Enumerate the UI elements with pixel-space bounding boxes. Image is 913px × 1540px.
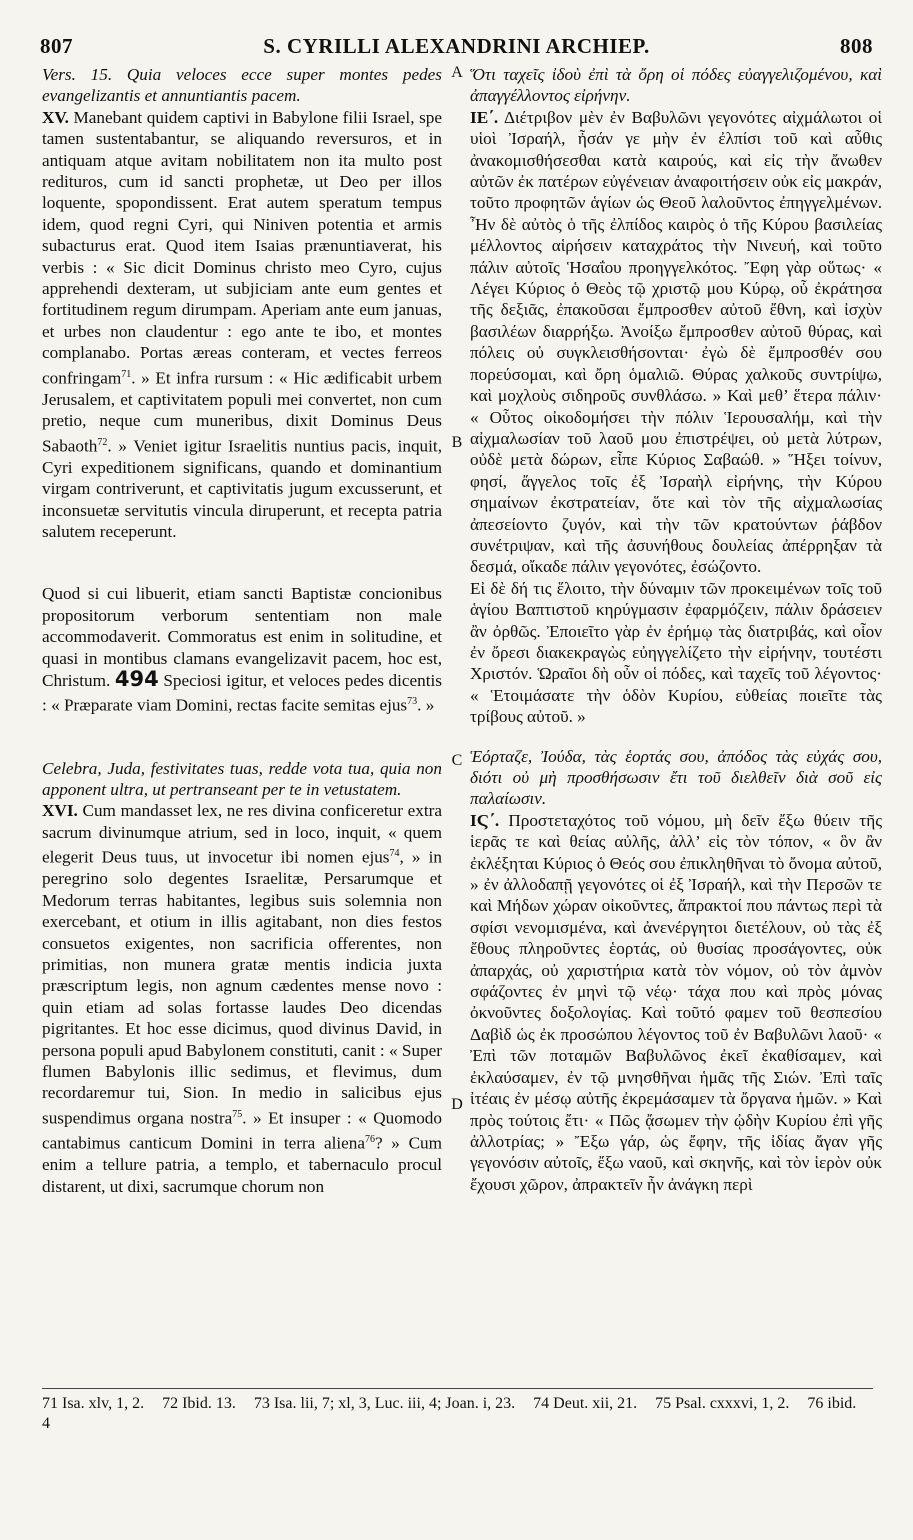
footnote-72: 72 Ibid. 13. bbox=[162, 1395, 236, 1412]
greek-lemma-heortaze: Ἑόρταζε, Ἰούδα, τὰς ἑορτάς σου, ἀπόδος τὰς εὐχάς σου, διότι οὐ μὴ προσθήσωσιν ἔτι τοῦ διελθεῖν διὰ σοῦ εἰς παλαίωσιν. bbox=[470, 746, 882, 809]
footnote-ref-72: 72 bbox=[97, 436, 108, 448]
margin-letter-a: A bbox=[451, 64, 463, 81]
latin-lemma-celebra-juda: Celebra, Juda, festivitates tuas, redde vota tua, quia non apponent ultra, ut pertranseant per te in vetustatem. bbox=[42, 758, 442, 799]
footnote-ref-76: 76 bbox=[365, 1133, 376, 1145]
greek-section-16-text: Προστεταχότος τοῦ νόμου, μὴ δεῖν ἔξω θύειν τῆς ἱερᾶς τε καὶ θείας αὐλῆς, ἀλλ’ εἰς τὸν τόπον, « ὃν ἂν ἐκλέξηται Κύριος ὁ Θεός σου ἐπικληθῆναι τὸ ὄνομα αὐτοῦ, » ἐν ἀλλοδαπῇ γεγονότες οἱ ἐξ Ἰσραήλ, καὶ τὴν Περσῶν τε καὶ Μήδων χώραν οἰκοῦντες, ἄπρακτοί που πάντως περὶ τὰ σφίσι νενομισμένα, καὶ ἀνενέργητοι διετέλουν, οὐ τὰς ἐξ ἔθους πληροῦντες ἑορτάς, οὐ θυσίας προσάγοντες, οὐκ ἀπαρχάς, οὐ χαριστήρια κατὰ τὸν νόμον, οὐ τὸν ἀμνὸν σφάζοντες ἐν μηνὶ τῷ νέῳ· τάχα που καὶ πρὸς μόνας ὀκνοῦντες δοξολογίας. Καὶ τοῦτό φαμεν τοῦ θεσπεσίου Δαβὶδ ὡς ἐκ προσώπου λέγοντος τοῦ ἐν Βαβυλῶνι λαοῦ· « Ἐπὶ τῶν ποταμῶν Βαβυλῶνος ἐκεῖ ἐκαθίσαμεν, καὶ ἐκλαύσαμεν, ἐν τῷ μνησθῆναι ἡμᾶς τῆς Σιών. Ἐπὶ ταῖς ἰτέαις ἐν μέσῳ αὐτῆς ἐκρεμάσαμεν τὰ ὄργανα ἡμῶν. » Καὶ πρὸς τούτοις ἔτι· « Πῶς ᾄσωμεν τὴν ᾠδὴν Κυρίου ἐπὶ γῆς ἀλλοτρίας; » Ἔξω γάρ, ὡς ἔφην, τῆς ἰδίας ἄγαν γῆς γεγονόσιν αὐτοῖς, ἔξω ναοῦ, καὶ σκηνῆς, καὶ τὸν ἱερὸν οὐκ ἔχουσι χῶρον, ἀπρακτεῖν ἦν ἀνάγκη περὶ bbox=[470, 810, 882, 1194]
greek-section-15-text: Διέτριβον μὲν ἐν Βαβυλῶνι γεγονότες αἰχμάλωτοι οἱ υἱοὶ Ἰσραήλ, ἦσάν γε μὴν ἐν ἐλπίσι τοῦ καὶ αὖθις ἀνακομισθήσεσθαι κατὰ καιρούς, καὶ εἰς τὴν ἄνωθεν αὐτῶν ἐκ πατέρων εὐγένειαν ἀναφοιτήσειν οὐκ εἰς μακράν, τοῦτο προφητῶν ἁγίων ὡς Θεοῦ λαλοῦντος ἐπηγγελμένων. Ἦν δὲ αὐτὸς ὁ τῆς ἐλπίδος καιρὸς ὁ τῆς Κύρου βασιλείας μέλλοντος αἱρήσειν καταχράτος τὴν Νινευή, καὶ τοῦτο πάλιν αὐτοῖς Ἡσαΐου προηγγελκότος. Ἔφη γὰρ οὕτως· « Λέγει Κύριος ὁ Θεὸς τῷ χριστῷ μου Κύρῳ, οὗ ἐκράτησα τῆς δεξιᾶς, ἐπακοῦσαι ἔμπροσθεν αὐτοῦ ἔθνη, καὶ ἰσχὺν βασιλέων διαρρήξω. Ἀνοίξω ἔμπροσθεν αὐτοῦ θύρας, καὶ πόλεις οὐ συγκλεισθήσονται· ἐγὼ δὲ ἔμπροσθέν σου πορεύσομαι, καὶ ὄρη ὁμαλιῶ. Θύρας χαλκοῦς συντρίψω, καὶ μοχλοὺς σιδηροῦς συνθλάσω. » Καὶ μεθ’ ἕτερα πάλιν· « Οὗτος οἰκοδομήσει τὴν πόλιν Ἱερουσαλήμ, καὶ τὴν αἰχμαλωσίαν τοῦ λαοῦ μου ἐπιστρέψει, οὐ μετὰ λύτρων, οὐδὲ μετὰ δώρων, εἶπε Κύριος Σαβαώθ. » Ἥξει τοίνυν, φησί, ἄγγελος τοῖς ἐξ Ἰσραὴλ εἰρήνης, τὴν Κύρου σημαίνων ἐκστρατείαν, ὅτε καὶ τὸν τῆς αἰχμαλωσίας ἀπεσείοντο ζυγόν, καὶ τὴν τῶν κρατούντων ῥάβδον συνέτριψαν, καὶ τῆς ἀσυνήθους δουλείας ἀπέρρηξαν τὰ δεσμά, οἴκαδε πάλιν γεγονότες, ἐσώζοντο. bbox=[470, 107, 882, 577]
footnote-71: 71 Isa. xlv, 1, 2. bbox=[42, 1395, 145, 1412]
footnote-divider bbox=[42, 1388, 873, 1389]
latin-section-number-15: XV. bbox=[42, 107, 69, 127]
margin-letter-b: B bbox=[451, 434, 463, 451]
latin-section-15-text-b: . » Et infra rursum : « Hic ædificabit urbem Jerusalem, et captivitatem populi mei convertet, non cum pretio, neque cum muneribus, dixit Dominus Deus Sabaoth bbox=[42, 368, 442, 456]
latin-paragraph-baptist-text-b: Speciosi igitur, et veloces pedes dicentis : « Præparate viam Domini, rectas facite semitas ejus bbox=[42, 671, 443, 716]
footnote-75: 75 Psal. cxxxvi, 1, 2. bbox=[655, 1395, 790, 1412]
greek-section-16 bbox=[470, 810, 882, 1195]
footnote-ref-71: 71 bbox=[121, 368, 132, 380]
running-header bbox=[40, 34, 873, 64]
latin-paragraph-baptist bbox=[42, 583, 442, 716]
latin-section-16-text-b: , » in peregrino solo degentes Israelitæ, Persarumque et Medorum terras habitantes, legibus suis solemnia non exercebant, et otium in illis agitabant, non dies festos consuetos exigentes, non sacrificia offerentes, non primitias, non munera gratæ mentis indicia juxta præscriptum legis, non agnum cædentes mense novo : quin etiam ad solas fortasse laudes Deo dicendas pigritantes. Et hoc esse dicimus, quod divinus David, in persona populi apud Babylonem constituti, canit : « Super flumen Babylonis illic sedimus, et flevimus, dum recordaremur tui, Sion. In medio in salicibus ejus suspendimus organa nostra bbox=[42, 847, 442, 1128]
latin-column bbox=[42, 64, 442, 1197]
latin-section-16-text-d: ? » Cum enim a tellure patria, a templo, et tabernaculo procul distarent, ut dixi, sacrumque chorum non bbox=[42, 1133, 442, 1196]
greek-paragraph-baptist: Εἰ δὲ δή τις ἕλοιτο, τὴν δύναμιν τῶν προκειμένων τοῖς τοῦ ἁγίου Βαπτιστοῦ κηρύγμασιν ἐφαρμόζειν, πάλιν δράσειεν ἂν ὀρθῶς. Ἐποιεῖτο γὰρ ἐν ἐρήμῳ τὰς διατριβάς, καὶ οἷον ἐν ὄρεσι διακεκραγὼς εὐηγγελίζετο τὴν εἰρήνην, τουτέστι Χριστόν. Ὡραῖοι δὴ οὖν οἱ πόδες, καὶ ταχεῖς τοῦ λέγοντος· « Ἑτοιμάσατε τὴν ὁδὸν Κυρίου, εὐθείας ποιεῖτε τὰς τρίβους αὐτοῦ. » bbox=[470, 578, 882, 727]
latin-section-16-text-a: Cum mandasset lex, ne res divina conficeretur extra sacrum divinumque atrium, sed in loco, inquit, « quem elegerit Deus tuus, ut invocetur ibi nomen ejus bbox=[42, 801, 442, 867]
footnote-ref-74: 74 bbox=[389, 848, 400, 860]
footnote-74: 74 Deut. xii, 21. bbox=[533, 1395, 638, 1412]
latin-section-15-text-c: . » Veniet igitur Israelitis nuntius pacis, inquit, Cyri expeditionem significans, quando et dominantium virgam contriverunt, et captivitatis jugum excusserunt, et inconsuetæ servitutis vincula diruperunt, et recepta patria salutem receperunt. bbox=[42, 436, 442, 541]
latin-lemma-verse-15: Vers. 15. Quia veloces ecce super montes pedes evangelizantis et annuntiantis pacem. bbox=[42, 65, 442, 106]
running-title: S. CYRILLI ALEXANDRINI ARCHIEP. bbox=[263, 34, 650, 58]
latin-section-15-text-a: Manebant quidem captivi in Babylone filii Israel, spe tamen sustentabantur, se aliquando reversuros, et in antiquam atque avitam nobilitatem non ita multo post redituros, cum id sancti prophetæ, ut Deo per illos loquente, spopondissent. Erat autem speratum tempus idem, quod regni Cyri, qui Niniven potentia et armis subacturus erat. Quod item Isaias prænuntiaverat, his verbis : « Sic dicit Dominus christo meo Cyro, cujus apprehendi dexteram, ut subjiciam ante eum gentes et fortitudinem regum dirumpam. Aperiam ante eum januas, et urbes non claudentur : ego ante te ibo, et montes complanabo. Portas æreas conteram, et vectes ferreos confringam bbox=[42, 107, 442, 388]
latin-section-16 bbox=[42, 800, 442, 1197]
latin-paragraph-baptist-text-a: Quod si cui libuerit, etiam sancti Baptistæ concionibus propositorum verborum sententiam non male accommodaverit. Commoratus est enim in solitudine, et quasi in montibus clamans evangelizavit pacem, hoc est, Christum. bbox=[42, 584, 442, 691]
page-number-left: 807 bbox=[40, 34, 73, 58]
latin-section-15 bbox=[42, 107, 442, 543]
footnote-ref-75: 75 bbox=[232, 1108, 243, 1120]
page-number-right: 808 bbox=[840, 34, 873, 58]
greek-lemma-verse-15: Ὅτι ταχεῖς ἰδοὺ ἐπὶ τὰ ὄρη οἱ πόδες εὐαγγελιζομένου, καὶ ἀπαγγέλλοντος εἰρήνην. bbox=[470, 65, 882, 106]
footnote-73: 73 Isa. lii, 7; xl, 3, Luc. iii, 4; Joan. i, 23. bbox=[253, 1395, 516, 1412]
latin-section-number-16: XVI. bbox=[42, 801, 78, 821]
greek-section-15 bbox=[470, 107, 882, 578]
margin-letter-d: D bbox=[451, 1096, 463, 1113]
footnotes bbox=[42, 1394, 873, 1434]
footnote-ref-73: 73 bbox=[407, 696, 418, 708]
greek-section-number-16: ΙϚ΄. bbox=[470, 810, 500, 830]
footnote-76: 76 ibid. 4 bbox=[42, 1395, 857, 1432]
column-number-marker: 494 bbox=[114, 667, 159, 692]
margin-letter-c: C bbox=[451, 752, 463, 769]
latin-paragraph-baptist-text-c: . » bbox=[417, 696, 435, 716]
greek-column bbox=[470, 64, 882, 1195]
latin-section-16-text-c: . » Et insuper : « Quomodo cantabimus canticum Domini in terra aliena bbox=[42, 1108, 442, 1153]
greek-section-number-15: ΙΕ΄. bbox=[470, 107, 499, 127]
